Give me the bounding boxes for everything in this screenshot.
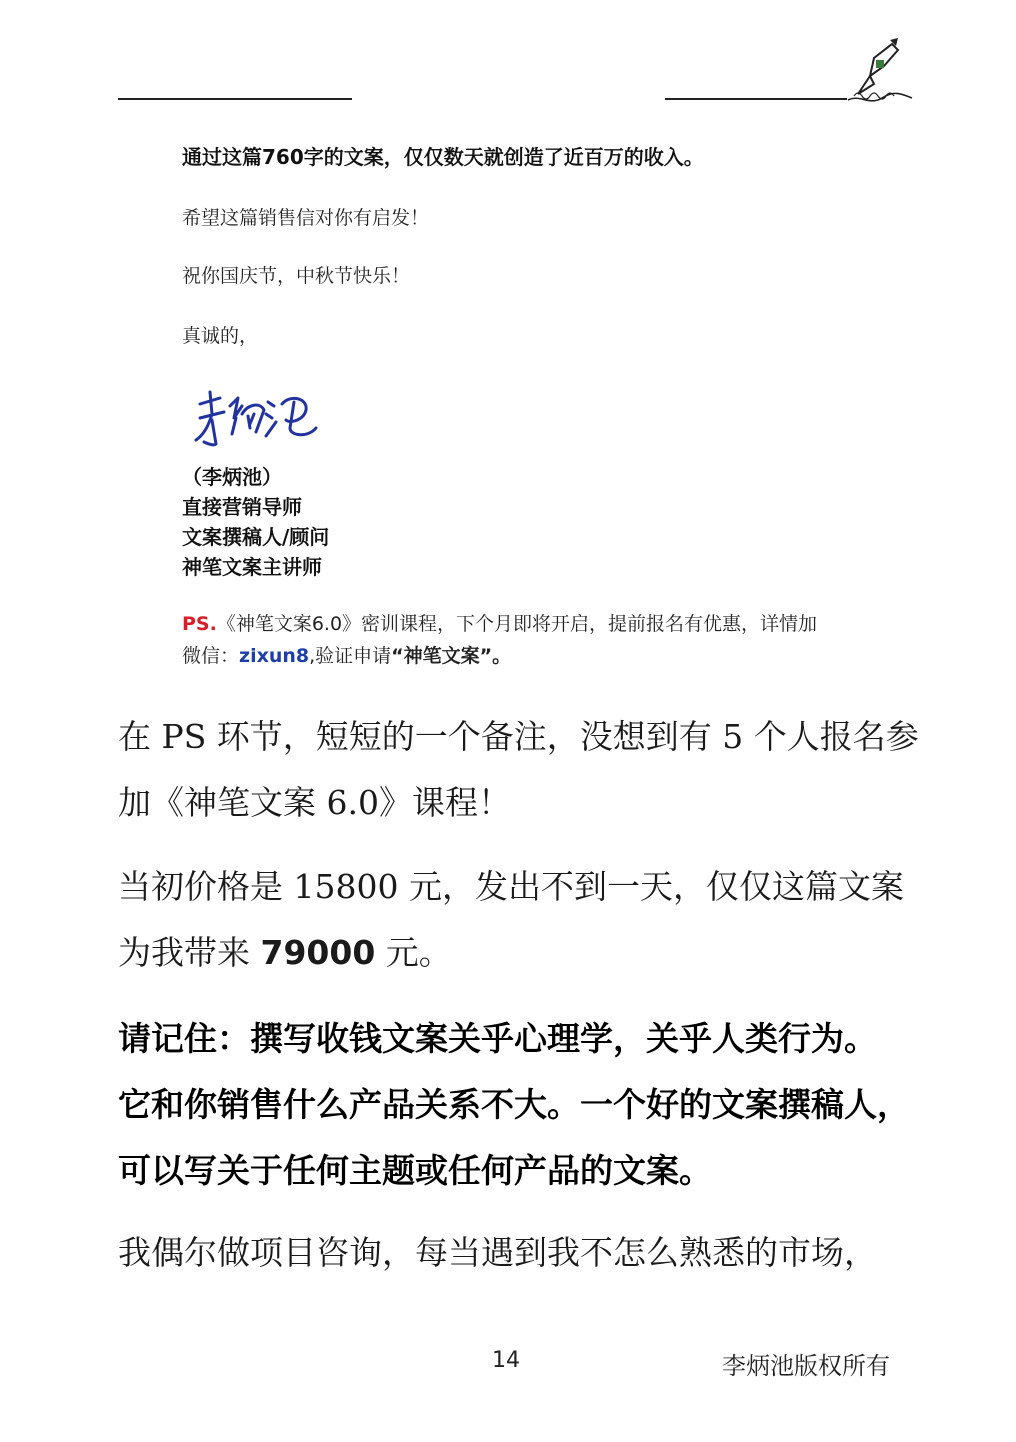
ps-text-2b: ,验证申请 [309,645,392,667]
para4-line1: 我偶尔做项目咨询，每当遇到我不怎么熟悉的市场， [118,1233,877,1272]
para1-line1: 在 PS 环节，短短的一个备注，没想到有 5 个人报名参 [118,717,919,756]
para2-line1: 当初价格是 15800 元，发出不到一天，仅仅这篇文案 [118,867,904,906]
para2-line2b: 元。 [375,933,452,972]
letter-title-2: 文案撰稿人/顾问 [182,525,330,549]
letter-headline: 通过这篇760字的文案，仅仅数天就创造了近百万的收入。 [182,145,704,169]
para3-line2: 它和你销售什么产品关系不大。一个好的文案撰稿人， [118,1085,910,1124]
letter-title-3: 神笔文案主讲师 [182,555,322,579]
letter-ps-line-1 [182,609,817,636]
para1-line2: 加《神笔文案 6.0》课程！ [118,783,511,822]
para3-line1: 请记住：撰写收钱文案关乎心理学，关乎人类行为。 [118,1019,877,1058]
pen-logo-icon [840,36,918,108]
ps-text-1: 《神笔文案6.0》密训课程，下个月即将开启，提前报名有优惠，详情加 [216,613,818,635]
para2-line2a: 为我带来 [118,933,261,972]
ps-text-2c: “神笔文案”。 [391,645,512,667]
para2-amount: 79000 [260,933,376,972]
letter-wish-line: 祝你国庆节，中秋节快乐！ [182,265,411,287]
header-rule-right [665,98,847,100]
page-number: 14 [492,1348,520,1373]
para2-line2 [118,920,908,986]
letter-ps-line-2 [182,641,511,668]
letter-signature-name: （李炳池） [182,465,282,489]
header-rule-left [118,98,352,100]
ps-label: PS. [182,613,217,635]
letter-hope-line: 希望这篇销售信对你有启发！ [182,207,430,229]
ps-wechat-id: zixun8 [239,645,310,667]
ps-text-2a: 微信： [182,645,240,667]
letter-closing: 真诚的， [182,325,259,347]
handwritten-signature-image [190,384,330,454]
letter-title-1: 直接营销导师 [182,495,302,519]
copyright-notice: 李炳池版权所有 [722,1352,890,1380]
para3-line3: 可以写关于任何主题或任何产品的文案。 [118,1151,712,1190]
